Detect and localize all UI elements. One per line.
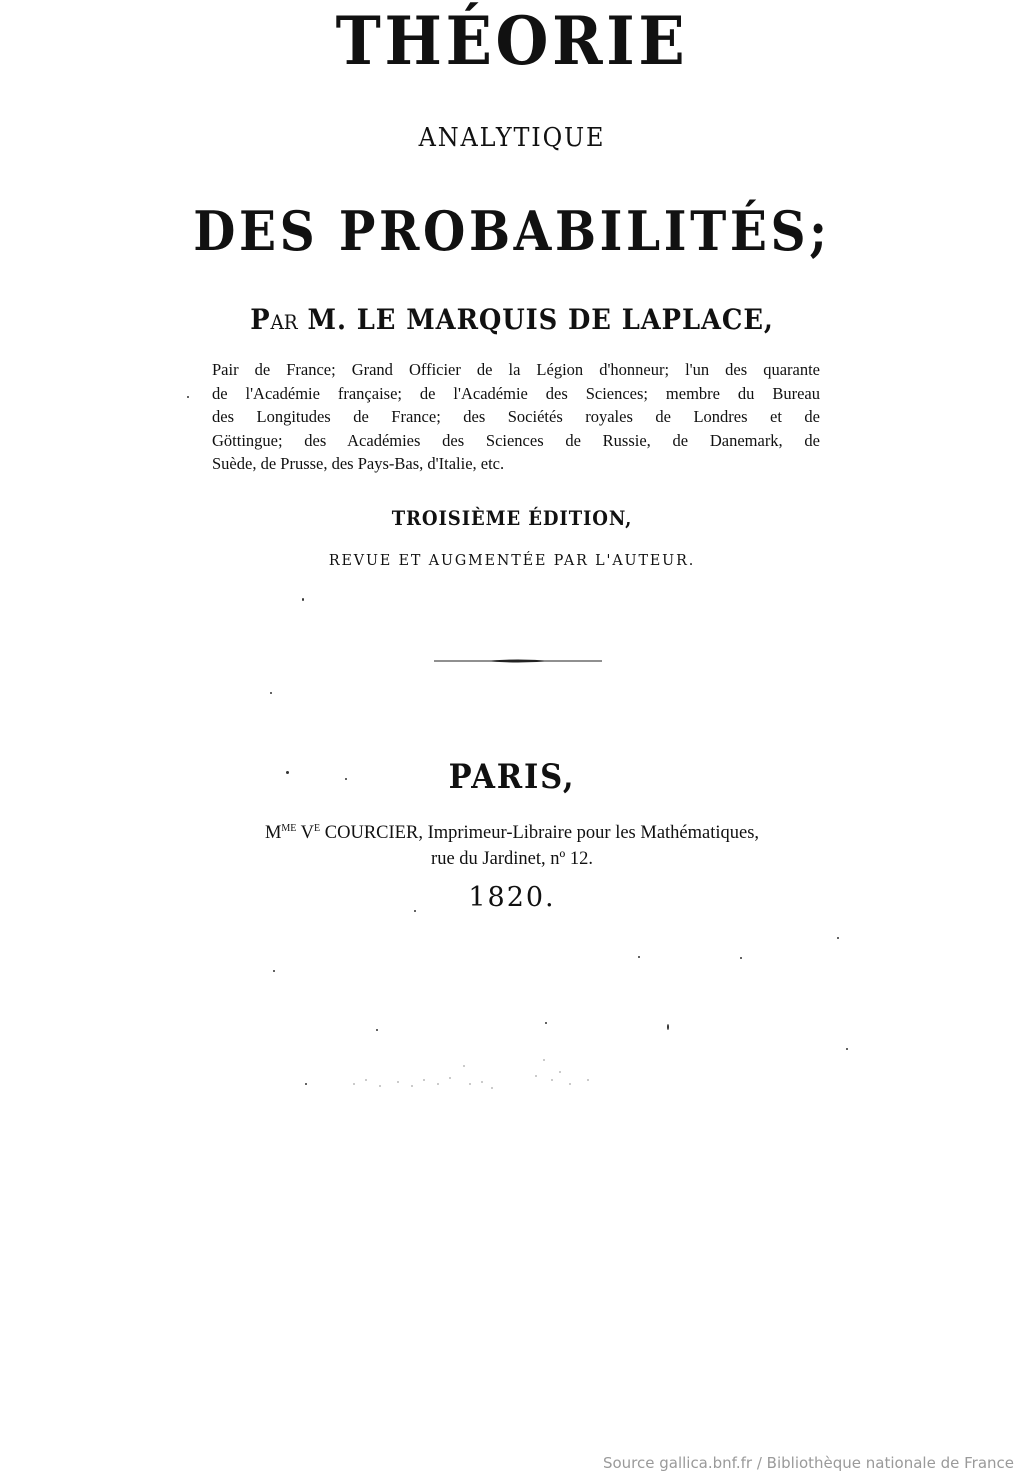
scan-speck <box>545 1022 547 1024</box>
publisher-v: V <box>296 823 315 844</box>
publisher-line-2: rue du Jardinet, nº 12. <box>431 849 593 870</box>
scan-speck <box>837 937 839 939</box>
publisher-e: E <box>314 823 321 834</box>
title-main: THÉORIE <box>335 2 689 80</box>
imprint-year: 1820. <box>468 882 556 913</box>
scan-speck <box>667 1024 669 1030</box>
credentials-line: de l'Académie française; de l'Académie des Sciences; membre du Bureau <box>212 383 820 403</box>
scan-speck <box>846 1048 848 1050</box>
author-credentials <box>212 358 820 476</box>
title-subtitle: ANALYTIQUE <box>418 123 606 153</box>
title-second-line: DES PROBABILITÉS; <box>193 199 831 263</box>
author-line <box>41 303 983 336</box>
author-name: M. LE MARQUIS DE LAPLACE, <box>297 303 774 336</box>
scan-speck <box>286 771 289 774</box>
scan-speck <box>638 956 640 958</box>
publisher-me: ME <box>281 823 297 834</box>
bleed-through-smudge <box>346 1050 606 1096</box>
credentials-line: Göttingue; des Académies des Sciences de Russie, de Danemark, de <box>212 430 820 450</box>
imprint-publisher <box>0 816 1024 872</box>
ornamental-rule <box>434 659 602 663</box>
edition-revision: REVUE ET AUGMENTÉE PAR L'AUTEUR. <box>328 551 696 569</box>
source-footer: Source gallica.bnf.fr / Bibliothèque nationale de France <box>602 1454 1014 1472</box>
edition-label: TROISIÈME ÉDITION, <box>391 506 633 530</box>
publisher-m: M <box>264 823 282 844</box>
publisher-line-1 <box>0 816 1024 846</box>
publisher-rest: COURCIER, Imprimeur-Libraire pour les Mathématiques, <box>320 823 760 844</box>
scan-speck <box>273 970 275 972</box>
scan-speck <box>187 396 189 398</box>
imprint-city: PARIS, <box>448 757 576 797</box>
credentials-line: des Longitudes de France; des Sociétés royales de Londres et de <box>212 407 820 426</box>
author-prefix-small: AR <box>270 310 298 334</box>
author-prefix: P <box>250 303 271 336</box>
scan-speck <box>345 778 347 780</box>
credentials-line: Suède, de Prusse, des Pays-Bas, d'Italie, etc. <box>212 454 505 473</box>
credentials-line: Pair de France; Grand Officier de la Légion d'honneur; l'un des quarante <box>212 360 820 379</box>
scan-speck <box>740 957 742 959</box>
scan-speck <box>376 1029 378 1031</box>
scan-speck <box>302 598 304 601</box>
scan-speck <box>270 692 272 694</box>
scan-speck <box>305 1083 307 1085</box>
scan-speck <box>414 910 416 912</box>
